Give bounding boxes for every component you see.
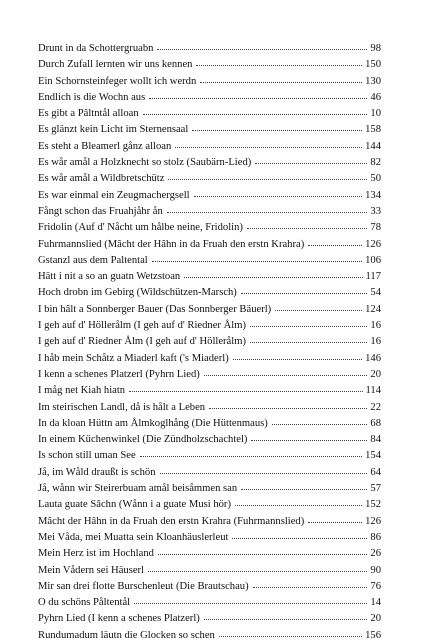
dot-leader xyxy=(134,595,367,604)
entry-page-number: 68 xyxy=(370,417,381,429)
toc-entry xyxy=(38,514,381,530)
entry-page-number: 114 xyxy=(365,385,381,397)
entry-title: I bin hâlt a Sonnberger Bauer (Das Sonnberger Bäuerl) xyxy=(38,303,272,315)
toc-entry xyxy=(38,188,381,204)
dot-leader xyxy=(140,448,362,457)
toc-entry xyxy=(38,41,381,57)
entry-page-number: 10 xyxy=(370,108,381,120)
dot-leader xyxy=(196,57,362,66)
toc-entry xyxy=(38,139,381,155)
toc-entry xyxy=(38,204,381,220)
toc-entry xyxy=(38,530,381,546)
dot-leader xyxy=(253,579,368,588)
entry-page-number: 84 xyxy=(370,434,381,446)
toc-entry xyxy=(38,563,381,579)
entry-title: Rundumadum läutn die Glocken so schen xyxy=(38,629,215,641)
entry-page-number: 16 xyxy=(370,336,381,348)
dot-leader xyxy=(250,334,367,343)
toc-entry xyxy=(38,57,381,73)
dot-leader xyxy=(194,188,363,197)
entry-page-number: 124 xyxy=(365,303,381,315)
entry-page-number: 76 xyxy=(370,580,381,592)
entry-title: I håb mein Schåtz a Miaderl kaft ('s Miaderl) xyxy=(38,352,229,364)
toc-entry xyxy=(38,90,381,106)
dot-leader xyxy=(167,204,368,213)
dot-leader xyxy=(235,497,362,506)
entry-title: Es war einmal ein Zeugmachergsell xyxy=(38,189,190,201)
entry-title: Hätt i nit a so an guatn Wetzstoan xyxy=(38,271,181,283)
entry-title: I måg net Kiah hiatn xyxy=(38,385,126,397)
toc-entry xyxy=(38,628,381,644)
entry-page-number: 54 xyxy=(370,287,381,299)
toc-entry xyxy=(38,448,381,464)
dot-leader xyxy=(232,530,367,539)
toc-entry xyxy=(38,269,381,285)
toc-entry xyxy=(38,220,381,236)
dot-leader xyxy=(275,302,362,311)
dot-leader xyxy=(129,383,362,392)
entry-page-number: 126 xyxy=(365,238,381,250)
entry-page-number: 117 xyxy=(365,271,381,283)
dot-leader xyxy=(247,220,367,229)
entry-title: Hoch drobn im Gebirg (Wildschützen-Marsch) xyxy=(38,287,237,299)
toc-entry xyxy=(38,171,381,187)
entry-page-number: 33 xyxy=(370,205,381,217)
toc-entry xyxy=(38,546,381,562)
dot-leader xyxy=(250,318,367,327)
dot-leader xyxy=(209,400,367,409)
entry-page-number: 26 xyxy=(370,548,381,560)
dot-leader xyxy=(168,171,367,180)
dot-leader xyxy=(157,41,367,50)
dot-leader xyxy=(204,611,368,620)
toc-entry xyxy=(38,383,381,399)
entry-title: Fångt schon das Fruahjåhr ån xyxy=(38,205,163,217)
entry-title: Is schon still uman See xyxy=(38,450,136,462)
toc-entry xyxy=(38,237,381,253)
toc-entry xyxy=(38,416,381,432)
toc-entry xyxy=(38,351,381,367)
entry-page-number: 14 xyxy=(370,597,381,609)
dot-leader xyxy=(192,122,362,131)
entry-title: Es gibt a Pâltntål alloan xyxy=(38,108,139,120)
dot-leader xyxy=(241,285,368,294)
entry-title: Es glänzt kein Licht im Sternensaal xyxy=(38,124,189,136)
entry-page-number: 156 xyxy=(365,629,381,641)
toc-entry xyxy=(38,334,381,350)
entry-page-number: 50 xyxy=(370,173,381,185)
entry-page-number: 150 xyxy=(365,59,381,71)
entry-title: Mei Våda, mei Muatta sein Kloanhäuslerleut xyxy=(38,531,229,543)
toc-entry xyxy=(38,611,381,627)
entry-title: Drunt in da Schottergruabn xyxy=(38,43,154,54)
entry-title: I geh auf d' Riedner Ålm (I geh auf d' Höllerålm) xyxy=(38,336,246,348)
entry-page-number: 22 xyxy=(370,401,381,413)
entry-title: O du schöns Påltentål xyxy=(38,597,131,609)
entry-title: Mir san drei flotte Burschenleut (Die Brautschau) xyxy=(38,580,249,592)
entry-page-number: 126 xyxy=(365,515,381,527)
dot-leader xyxy=(158,546,367,555)
dot-leader xyxy=(148,563,367,572)
dot-leader xyxy=(175,139,362,148)
entry-title: Fridolin (Auf d' Nåcht um hålbe neine, Fridolin) xyxy=(38,222,243,234)
toc-entry xyxy=(38,74,381,90)
entry-page-number: 98 xyxy=(370,43,381,54)
entry-title: Es wår amål a Holzknecht so stolz (Saubärn-Lied) xyxy=(38,157,252,169)
entry-title: Lauta guate Sâchn (Wånn i a guate Musi hör) xyxy=(38,499,231,511)
entry-page-number: 146 xyxy=(365,352,381,364)
dot-leader xyxy=(200,74,362,83)
toc-entry xyxy=(38,432,381,448)
entry-page-number: 16 xyxy=(370,320,381,332)
entry-page-number: 82 xyxy=(370,157,381,169)
entry-title: Im steirischen Landl, då is hålt a Leben xyxy=(38,401,206,413)
toc-entry xyxy=(38,122,381,138)
entry-title: Jå, im Wåld draußt is schön xyxy=(38,466,156,478)
entry-page-number: 152 xyxy=(365,499,381,511)
dot-leader xyxy=(255,155,367,164)
entry-page-number: 158 xyxy=(365,124,381,136)
toc-entry xyxy=(38,497,381,513)
toc-entry xyxy=(38,481,381,497)
entry-title: Pyhrn Lied (I kenn a schenes Platzerl) xyxy=(38,613,200,625)
toc-entry xyxy=(38,253,381,269)
toc-entry xyxy=(38,106,381,122)
entry-page-number: 20 xyxy=(370,368,381,380)
toc-entry xyxy=(38,285,381,301)
dot-leader xyxy=(272,416,368,425)
dot-leader xyxy=(308,514,362,523)
toc-entry xyxy=(38,367,381,383)
entry-page-number: 90 xyxy=(370,564,381,576)
toc-entry xyxy=(38,465,381,481)
toc-entry xyxy=(38,155,381,171)
dot-leader xyxy=(241,481,367,490)
entry-title: Endlich is die Wochn aus xyxy=(38,91,146,103)
entry-page-number: 20 xyxy=(370,613,381,625)
entry-page-number: 57 xyxy=(370,483,381,495)
dot-leader xyxy=(143,106,368,115)
toc-entry xyxy=(38,579,381,595)
entry-page-number: 144 xyxy=(365,140,381,152)
dot-leader xyxy=(204,367,368,376)
dot-leader xyxy=(149,90,367,99)
dot-leader xyxy=(160,465,368,474)
entry-title: In da kloan Hüttn am Ålmkoglhång (Die Hüttenmaus) xyxy=(38,417,268,429)
entry-title: Es wår amål a Wildbretschütz xyxy=(38,173,165,185)
toc-entry xyxy=(38,595,381,611)
dot-leader xyxy=(219,628,362,637)
entry-title: I geh auf d' Höllerålm (I geh auf d' Riedner Ålm) xyxy=(38,320,246,332)
entry-title: In einem Küchenwinkel (Die Zündholzschachtel) xyxy=(38,434,248,446)
entry-page-number: 106 xyxy=(365,254,381,266)
dot-leader xyxy=(251,432,367,441)
entry-title: Fuhrmannslied (Mâcht der Hâhn in da Fruah den erstn Krahra) xyxy=(38,238,305,250)
entry-page-number: 46 xyxy=(370,91,381,103)
entry-title: Gstanzl aus dem Paltental xyxy=(38,254,148,266)
entry-page-number: 130 xyxy=(365,75,381,87)
dot-leader xyxy=(233,351,362,360)
entry-title: Ein Schornsteinfeger wollt ich werdn xyxy=(38,75,197,87)
toc-entry xyxy=(38,318,381,334)
entry-title: Mein Vådern sei Häuserl xyxy=(38,564,145,576)
toc-entry xyxy=(38,400,381,416)
entry-page-number: 154 xyxy=(365,450,381,462)
entry-page-number: 134 xyxy=(365,189,381,201)
entry-title: Durch Zufall lernten wir uns kennen xyxy=(38,59,193,71)
entry-page-number: 64 xyxy=(370,466,381,478)
entry-title: I kenn a schenes Platzerl (Pyhrn Lied) xyxy=(38,368,200,380)
entry-title: Es steht a Bleamerl gånz alloan xyxy=(38,140,172,152)
entry-page-number: 86 xyxy=(370,531,381,543)
dot-leader xyxy=(308,237,362,246)
entry-title: Jå, wånn wir Steirerbuam amål beisåmmen san xyxy=(38,483,238,495)
dot-leader xyxy=(152,253,362,262)
toc-entry xyxy=(38,302,381,318)
entry-title: Mein Herz ist im Hochland xyxy=(38,548,154,560)
entry-page-number: 78 xyxy=(370,222,381,234)
dot-leader xyxy=(184,269,362,278)
entry-title: Mâcht der Hâhn in da Fruah den erstn Krahra (Fuhrmannslied) xyxy=(38,515,305,527)
table-of-contents xyxy=(38,41,381,644)
